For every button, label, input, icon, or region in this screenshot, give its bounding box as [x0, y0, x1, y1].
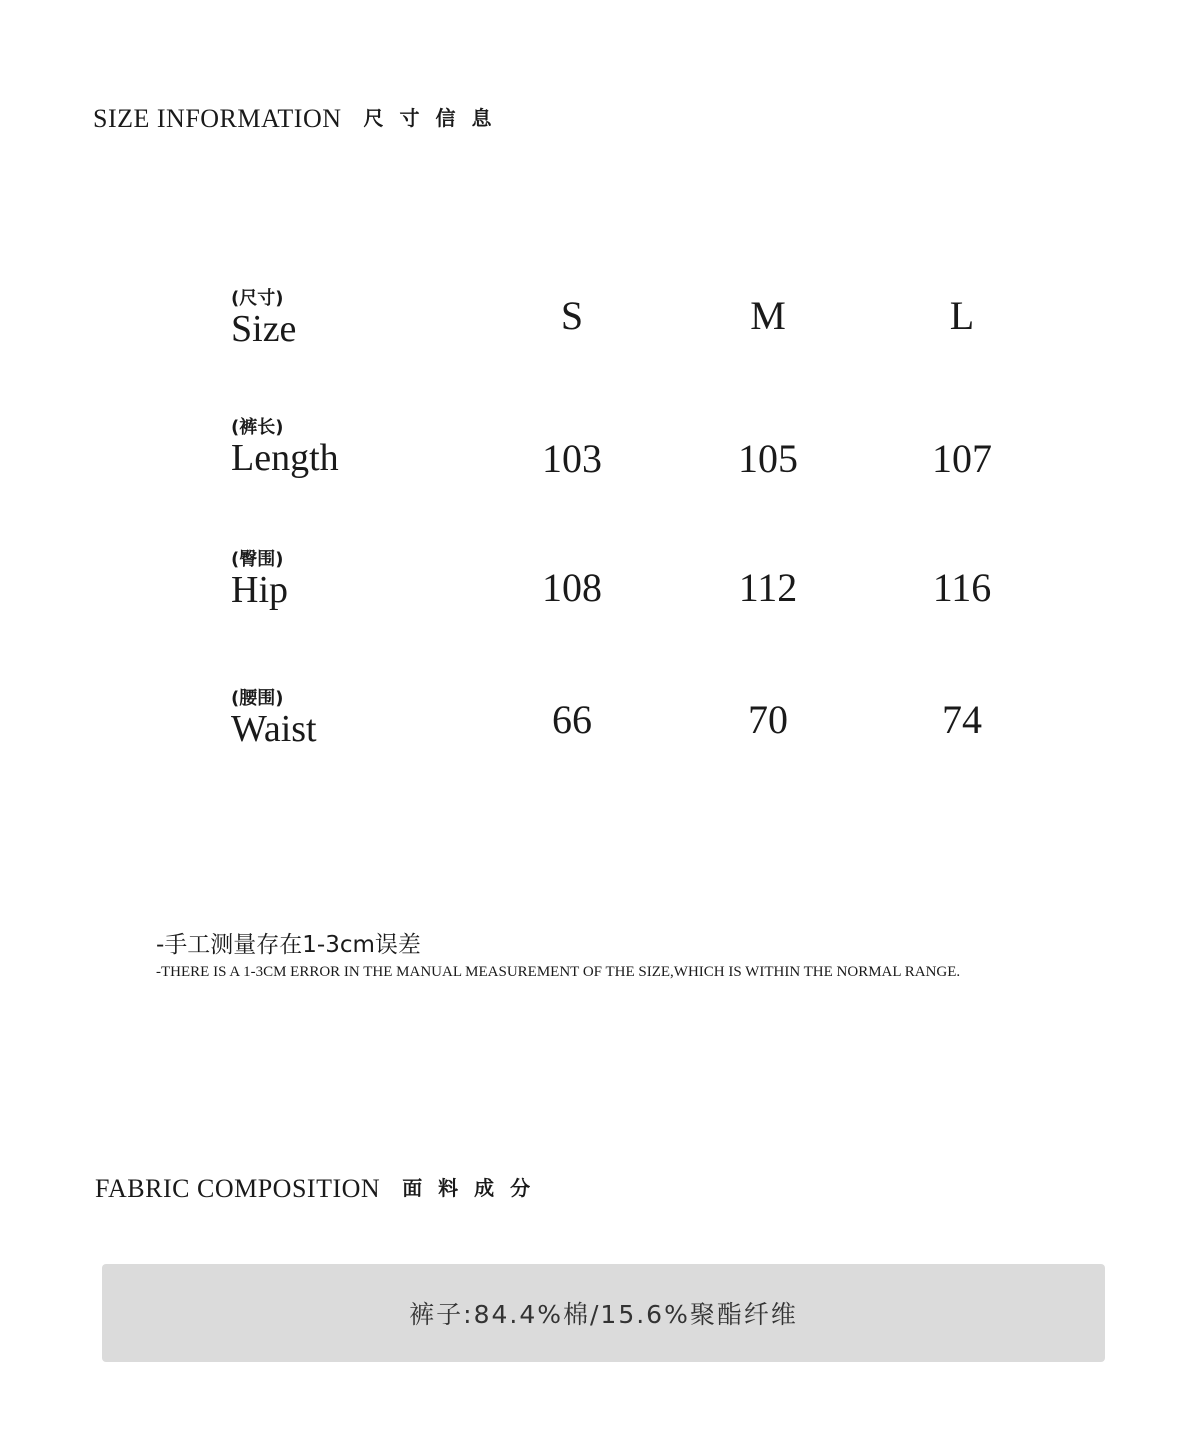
waist-label-en: Waist: [231, 708, 317, 750]
waist-label-cn: (腰围): [231, 688, 284, 709]
waist-value-m: 70: [748, 697, 788, 742]
size-label-cn: (尺寸): [231, 288, 284, 309]
waist-value-l: 74: [942, 697, 982, 742]
size-label-en: Size: [231, 308, 297, 350]
column-header-l: L: [949, 293, 975, 338]
hip-value-m: 112: [738, 565, 798, 610]
hip-row-label: [231, 550, 288, 610]
measurement-note-cn: -手工测量存在1-3cm误差: [156, 932, 421, 958]
waist-row-label: [231, 689, 317, 749]
hip-label-en: Hip: [231, 569, 288, 611]
hip-value-l: 116: [932, 565, 992, 610]
fabric-composition-title-cn: 面料成分: [402, 1176, 547, 1200]
size-information-title-en: SIZE INFORMATION: [93, 104, 342, 133]
length-value-s: 103: [542, 436, 602, 481]
header-row-label: [231, 289, 296, 349]
size-information-heading: [93, 104, 508, 134]
size-information-title-cn: 尺寸信息: [363, 106, 508, 130]
fabric-composition-box: [102, 1264, 1105, 1362]
measurement-note-en: -THERE IS A 1-3CM ERROR IN THE MANUAL MEASUREMENT OF THE SIZE,WHICH IS WITHIN THE NORMAL RANGE.: [156, 964, 961, 980]
fabric-composition-title-en: FABRIC COMPOSITION: [95, 1174, 381, 1203]
length-value-m: 105: [738, 436, 798, 481]
length-label-en: Length: [231, 437, 339, 479]
fabric-composition-text: 裤子:84.4%棉/15.6%聚酯纤维: [409, 1300, 798, 1329]
waist-value-s: 66: [552, 697, 592, 742]
length-label-cn: (裤长): [231, 417, 284, 438]
length-row-label: [231, 418, 339, 478]
column-header-m: M: [750, 293, 786, 338]
length-value-l: 107: [932, 436, 992, 481]
column-header-s: S: [560, 293, 584, 338]
hip-value-s: 108: [542, 565, 602, 610]
fabric-composition-heading: [95, 1174, 546, 1204]
hip-label-cn: (臀围): [231, 549, 284, 570]
